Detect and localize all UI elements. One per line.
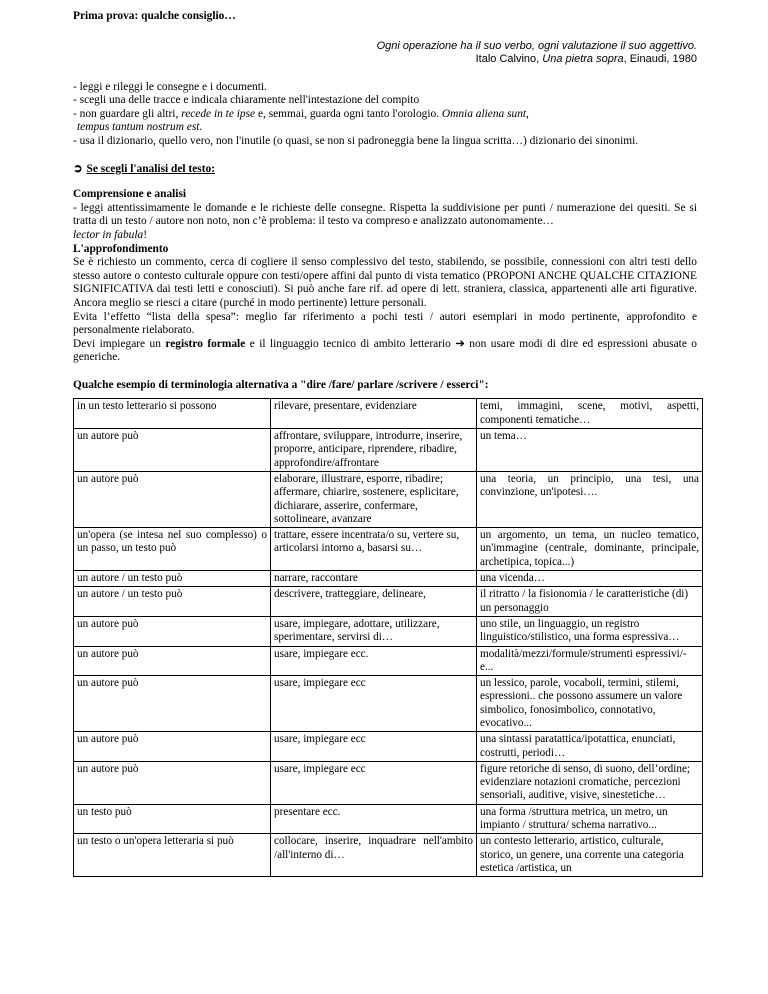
table-cell-objects: un tema…: [477, 429, 703, 472]
table-cell-subject: un autore può: [74, 429, 271, 472]
advice-text: - non guardare gli altri,: [73, 107, 182, 120]
table-cell-objects: temi, immagini, scene, motivi, aspetti, componenti tematiche…: [477, 399, 703, 429]
table-cell-verbs: presentare ecc.: [271, 804, 477, 834]
table-row: [74, 732, 703, 762]
table-cell-verbs: descrivere, tratteggiare, delineare,: [271, 587, 477, 617]
approfondimento-p3: [73, 338, 697, 365]
table-row: [74, 676, 703, 732]
p3-text: Devi impiegare un: [73, 337, 166, 350]
approfondimento-p1: Se è richiesto un commento, cerca di cogliere il senso complessivo del testo, stabilendo, se possibile, connessioni con altri testi dello stesso autore o contesto culturale oppure con testi/opere affini dal punto di vista tematico (PROPONI ANCHE QUALCHE CITAZIONE SIGNIFICATIVA dai testi letti e conosciuti). Si può anche fare rif. ad opere di lett. straniera, classica, appartenenti alle arti figurative. Ancora meglio se riesci a citare (purché in modo pertinente) letture personali.: [73, 256, 697, 309]
table-cell-objects: una teoria, un principio, una tesi, una convinzione, un'ipotesi….: [477, 471, 703, 527]
advice-text: e, semmai, guarda ogni tanto l'orologio.: [255, 107, 442, 120]
document-page: [73, 10, 697, 877]
table-cell-subject: un autore può: [74, 732, 271, 762]
section-heading: [73, 163, 697, 177]
table-cell-subject: un autore / un testo può: [74, 571, 271, 587]
arrow-right-icon: ➔: [455, 337, 465, 350]
table-cell-objects: uno stile, un linguaggio, un registro linguistico/stilistico, una forma espressiva…: [477, 616, 703, 646]
table-cell-objects: modalità/mezzi/formule/strumenti espressivi/-e...: [477, 646, 703, 676]
advice-latin: Omnia aliena sunt,: [441, 107, 529, 120]
table-cell-subject: un testo o un'opera letteraria si può: [74, 834, 271, 877]
table-row: [74, 616, 703, 646]
table-row: [74, 471, 703, 527]
table-cell-subject: un autore può: [74, 676, 271, 732]
table-cell-objects: una vicenda…: [477, 571, 703, 587]
table-cell-subject: un autore può: [74, 471, 271, 527]
table-row: [74, 646, 703, 676]
comprensione-body: - leggi attentissimamente le domande e le richieste delle consegne. Rispetta la suddivisione per punti / numerazione dei quesiti. Se si tratta di un testo / autore non noto, non c’è problema: il testo va compreso e analizzato autonomamente…: [73, 201, 697, 228]
table-cell-objects: un lessico, parole, vocaboli, termini, stilemi, espressioni.. che possono assumere un valore simbolico, fonosimbolico, connotativo, evocativo...: [477, 676, 703, 732]
table-cell-objects: figure retoriche di senso, di suono, dell’ordine; evidenziare notazioni cromatiche, percezioni sensoriali, auditive, visive, sinestetiche…: [477, 761, 703, 804]
table-cell-objects: un argomento, un tema, un nucleo tematico, un'immagine (centrale, dominante, principale, archetipica, topica...): [477, 528, 703, 571]
advice-item: - leggi e rileggi le consegne e i documenti.: [73, 80, 267, 93]
table-cell-objects: una forma /struttura metrica, un metro, un impianto / struttura/ schema narrativo...: [477, 804, 703, 834]
comprensione-text: [73, 202, 697, 243]
advice-latin: recede in te ipse: [181, 107, 256, 120]
table-cell-objects: una sintassi paratattica/ipotattica, enunciati, costrutti, periodi…: [477, 732, 703, 762]
p3-text: e il linguaggio tecnico di ambito letterario: [245, 337, 456, 350]
table-cell-verbs: narrare, raccontare: [271, 571, 477, 587]
page-title: Prima prova: qualche consiglio…: [73, 10, 236, 22]
epigraph-source: [73, 53, 697, 67]
table-cell-verbs: usare, impiegare ecc: [271, 732, 477, 762]
approfondimento-heading: L'approfondimento: [73, 242, 169, 255]
p3-bold: registro formale: [165, 337, 246, 350]
table-cell-verbs: collocare, inserire, inquadrare nell'ambito /all'interno di…: [271, 834, 477, 877]
advice-item: - usa il dizionario, quello vero, non l'inutile (o quasi, se non si padroneggia bene la lingua scritta…) dizionario dei sinonimi.: [73, 134, 639, 147]
epigraph: [73, 40, 697, 67]
terms-table: [73, 398, 703, 877]
epigraph-quote: Ogni operazione ha il suo verbo, ogni valutazione il suo aggettivo.: [376, 39, 697, 52]
table-cell-subject: un autore può: [74, 761, 271, 804]
table-cell-verbs: trattare, essere incentrata/o su, vertere su, articolarsi intorno a, basarsi su…: [271, 528, 477, 571]
table-cell-objects: il ritratto / la fisionomia / le caratteristiche (di) un personaggio: [477, 587, 703, 617]
comprensione-heading: Comprensione e analisi: [73, 188, 187, 201]
advice-list: [73, 81, 697, 149]
table-cell-subject: un'opera (se intesa nel suo complesso) o un passo, un testo può: [74, 528, 271, 571]
table-cell-subject: in un testo letterario si possono: [74, 399, 271, 429]
table-cell-verbs: usare, impiegare ecc.: [271, 646, 477, 676]
comprensione-exclaim: !: [143, 228, 148, 241]
table-row: [74, 834, 703, 877]
section-colon: :: [211, 162, 216, 175]
approfondimento-p2: Evita l’effetto “lista della spesa”: meglio far riferimento a pochi testi / autori esemplari in modo pertinente, approfondito e personalmente rielaborato.: [73, 310, 697, 337]
comprensione-italic: lector in fabula: [73, 228, 144, 241]
advice-item: - scegli una delle tracce e indicala chiaramente nell'intestazione del compito: [73, 94, 420, 107]
table-cell-verbs: affrontare, sviluppare, introdurre, inserire, proporre, anticipare, riprendere, ribadire, approfondire/affrontare: [271, 429, 477, 472]
advice-item: [73, 108, 697, 122]
table-row: [74, 528, 703, 571]
table-cell-subject: un testo può: [74, 804, 271, 834]
section-heading-text: Se scegli l'analisi del testo: [86, 162, 212, 175]
terms-heading: Qualche esempio di terminologia alternativa a "dire /fare/ parlare /scrivere / esserci":: [73, 378, 489, 391]
table-cell-objects: un contesto letterario, artistico, culturale, storico, un genere, una corrente una categoria estetica /artistica, un: [477, 834, 703, 877]
epigraph-publisher: , Einaudi, 1980: [623, 53, 697, 66]
table-row: [74, 761, 703, 804]
table-row: [74, 399, 703, 429]
table-cell-verbs: usare, impiegare ecc: [271, 761, 477, 804]
table-cell-verbs: usare, impiegare, adottare, utilizzare, sperimentare, servirsi di…: [271, 616, 477, 646]
p3-text: non usare modi di dire ed espressioni abusate o generiche.: [73, 337, 697, 364]
table-cell-subject: un autore / un testo può: [74, 587, 271, 617]
table-cell-verbs: rilevare, presentare, evidenziare: [271, 399, 477, 429]
table-row: [74, 587, 703, 617]
epigraph-work: Una pietra sopra: [542, 53, 624, 66]
table-cell-subject: un autore può: [74, 646, 271, 676]
table-row: [74, 429, 703, 472]
table-row: [74, 571, 703, 587]
table-cell-subject: un autore può: [74, 616, 271, 646]
table-cell-verbs: usare, impiegare ecc: [271, 676, 477, 732]
table-row: [74, 804, 703, 834]
table-cell-verbs: elaborare, illustrare, esporre, ribadire; affermare, chiarire, sostenere, esplicitare, dichiarare, asserire, confermare, sottolineare, avanzare: [271, 471, 477, 527]
epigraph-author: Italo Calvino,: [475, 53, 543, 66]
advice-item: [73, 121, 697, 135]
arrow-icon: ➲: [73, 162, 83, 175]
advice-latin: tempus tantum nostrum est.: [77, 121, 203, 134]
